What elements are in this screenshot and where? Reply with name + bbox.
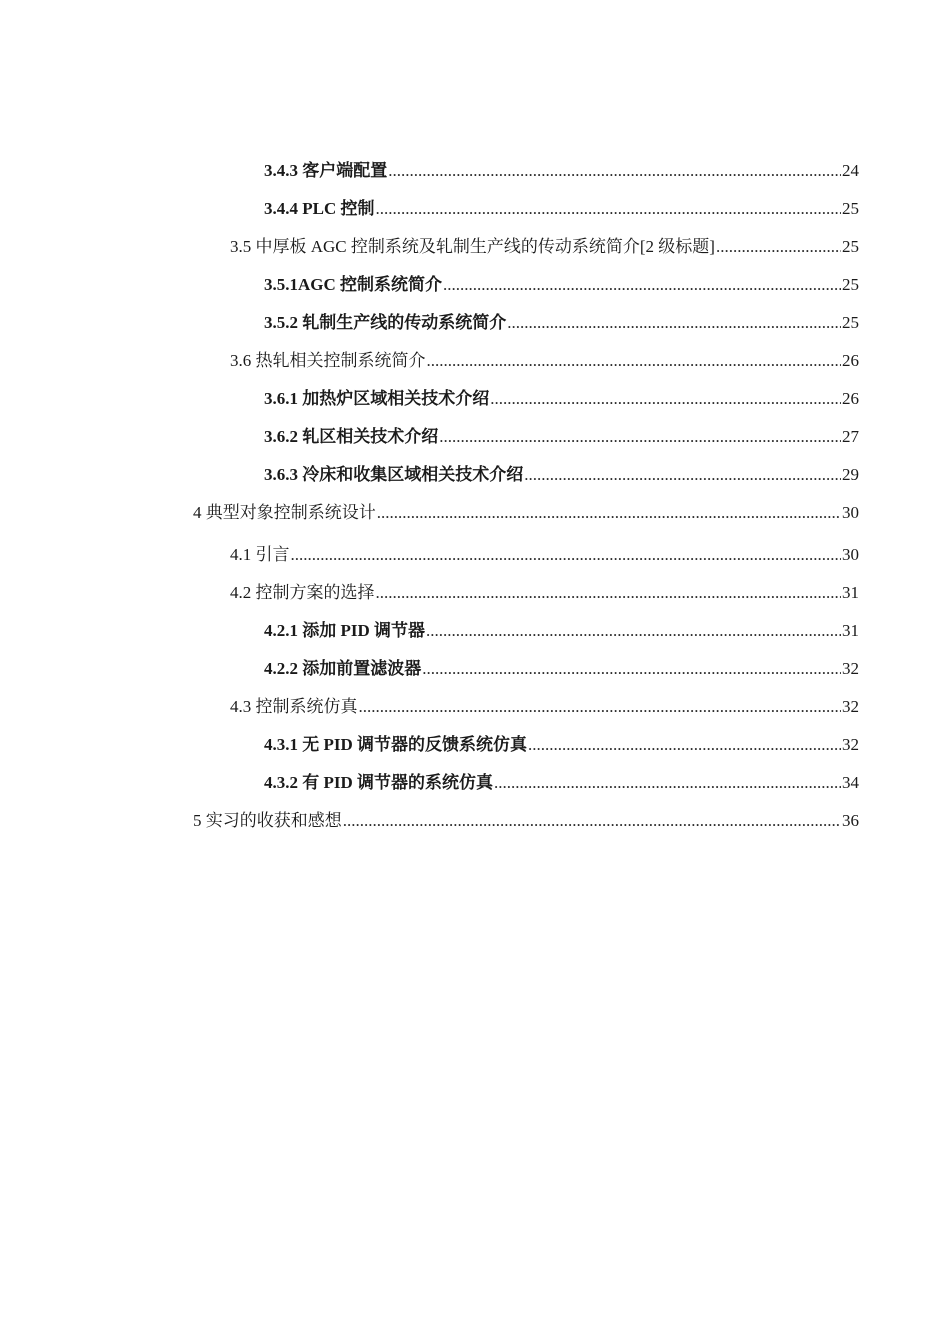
toc-entry-4-3[interactable]	[0, 688, 950, 726]
toc-entry-title: 4.2 控制方案的选择	[230, 583, 375, 602]
toc-entry-title: 4.2.1 添加 PID 调节器	[264, 621, 426, 640]
toc-entry-page: 26	[842, 389, 859, 408]
toc-entry-title: 3.6.3 冷床和收集区域相关技术介绍	[264, 465, 524, 484]
toc-entry-4[interactable]	[0, 494, 950, 532]
table-of-contents	[0, 152, 950, 840]
toc-entry-page: 36	[842, 811, 859, 830]
toc-entry-page: 25	[842, 313, 859, 332]
toc-entry-3-4-4[interactable]	[0, 190, 950, 228]
toc-entry-page: 32	[842, 735, 859, 754]
toc-entry-page: 31	[842, 621, 859, 640]
toc-entry-page: 25	[842, 199, 859, 218]
dot-leader	[359, 688, 842, 726]
dot-leader	[291, 536, 842, 574]
toc-entry-4-3-1[interactable]	[0, 726, 950, 764]
dot-leader	[376, 574, 842, 612]
toc-entry-page: 25	[842, 275, 859, 294]
toc-entry-title: 3.6 热轧相关控制系统简介	[230, 351, 426, 370]
toc-entry-page: 31	[842, 583, 859, 602]
toc-entry-title: 4.3 控制系统仿真	[230, 697, 358, 716]
toc-entry-page: 30	[842, 545, 859, 564]
dot-leader	[490, 380, 841, 418]
toc-entry-4-1[interactable]	[0, 536, 950, 574]
toc-entry-5[interactable]	[0, 802, 950, 840]
dot-leader	[422, 650, 841, 688]
toc-entry-page: 24	[842, 161, 859, 180]
toc-entry-title: 3.5 中厚板 AGC 控制系统及轧制生产线的传动系统简介[2 级标题]	[230, 237, 715, 256]
dot-leader	[524, 456, 841, 494]
toc-entry-3-6-1[interactable]	[0, 380, 950, 418]
dot-leader	[376, 190, 842, 228]
dot-leader	[388, 152, 841, 190]
dot-leader	[426, 612, 841, 650]
toc-entry-title: 4.1 引言	[230, 545, 290, 564]
dot-leader	[528, 726, 841, 764]
toc-entry-page: 27	[842, 427, 859, 446]
toc-entry-title: 3.6.2 轧区相关技术介绍	[264, 427, 439, 446]
dot-leader	[716, 228, 841, 266]
toc-entry-page: 25	[842, 237, 859, 256]
toc-entry-3-6[interactable]	[0, 342, 950, 380]
toc-entry-3-4-3[interactable]	[0, 152, 950, 190]
toc-entry-page: 34	[842, 773, 859, 792]
toc-entry-3-5[interactable]	[0, 228, 950, 266]
dot-leader	[439, 418, 841, 456]
toc-entry-page: 30	[842, 503, 859, 522]
dot-leader	[377, 494, 841, 532]
toc-entry-3-6-3[interactable]	[0, 456, 950, 494]
toc-entry-page: 29	[842, 465, 859, 484]
dot-leader	[507, 304, 841, 342]
dot-leader	[443, 266, 841, 304]
toc-entry-4-2[interactable]	[0, 574, 950, 612]
toc-entry-title: 5 实习的收获和感想	[193, 811, 342, 830]
dot-leader	[343, 802, 841, 840]
dot-leader	[427, 342, 842, 380]
toc-entry-title: 3.5.1AGC 控制系统简介	[264, 275, 443, 294]
toc-entry-title: 4 典型对象控制系统设计	[193, 503, 376, 522]
toc-entry-title: 4.3.2 有 PID 调节器的系统仿真	[264, 773, 494, 792]
toc-entry-title: 3.4.4 PLC 控制	[264, 199, 375, 218]
toc-entry-4-2-1[interactable]	[0, 612, 950, 650]
toc-entry-page: 32	[842, 659, 859, 678]
toc-entry-title: 3.6.1 加热炉区域相关技术介绍	[264, 389, 490, 408]
dot-leader	[494, 764, 841, 802]
toc-entry-4-2-2[interactable]	[0, 650, 950, 688]
toc-entry-3-5-1[interactable]	[0, 266, 950, 304]
toc-entry-title: 4.2.2 添加前置滤波器	[264, 659, 422, 678]
toc-entry-title: 3.5.2 轧制生产线的传动系统简介	[264, 313, 507, 332]
toc-entry-4-3-2[interactable]	[0, 764, 950, 802]
toc-entry-page: 26	[842, 351, 859, 370]
toc-entry-title: 3.4.3 客户端配置	[264, 161, 388, 180]
toc-entry-3-5-2[interactable]	[0, 304, 950, 342]
toc-entry-title: 4.3.1 无 PID 调节器的反馈系统仿真	[264, 735, 528, 754]
toc-entry-3-6-2[interactable]	[0, 418, 950, 456]
toc-entry-page: 32	[842, 697, 859, 716]
